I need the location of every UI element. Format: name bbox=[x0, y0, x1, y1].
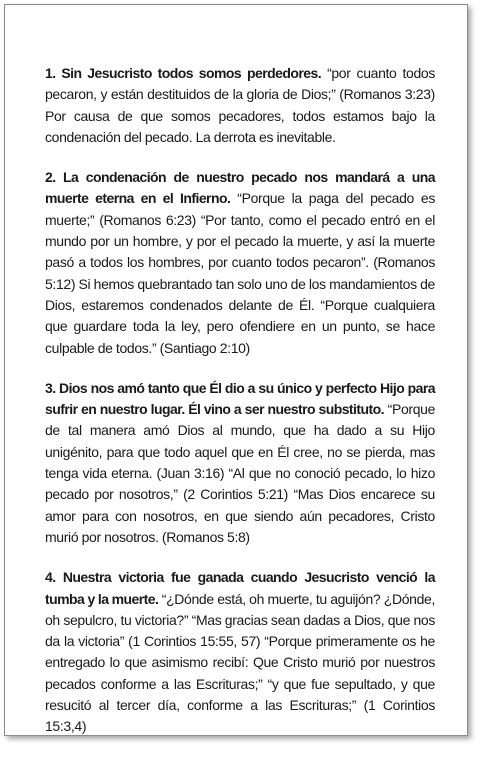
point-2-text: “Porque la paga del pecado es muerte;” (Romanos 6:23) “Por tanto, como el pecado entró en el mundo por un hombre, y por el pecado la muerte, y así la muerte pasó a todos los hombres, por cuanto todos pecaron”. (Romanos 5:12) Si hemos quebrantado tan solo uno de los mandamientos de Dios, estaremos condenados delante de Él. “Porque cualquiera que guardare toda la ley, pero ofendiere en un punto, se hace culpable de todos.” (Santiago 2:10) bbox=[45, 190, 436, 356]
point-3-heading: 3. Dios nos amó tanto que Él dio a su único y perfecto Hijo para sufrir en nuestro lugar. Él vino a ser nuestro substituto. bbox=[45, 379, 435, 418]
tract-content bbox=[45, 63, 435, 757]
point-2 bbox=[45, 167, 435, 359]
point-4-text: “¿Dónde está, oh muerte, tu aguijón? ¿Dónde, oh sepulcro, tu victoria?” “Mas gracias sean dadas a Dios, que nos da la victoria” (1 Corintios 15:55, 57) “Porque primeramente os he entregado lo que asimismo recibí: Que Cristo murió por nuestros pecados conforme a las Escrituras;” “y que fue sepultado, y que resucitó al tercer día, conforme a las Escrituras;” (1 Corintios 15:3,4) bbox=[45, 590, 436, 735]
point-4 bbox=[45, 567, 435, 737]
point-1 bbox=[45, 63, 435, 148]
point-3 bbox=[45, 378, 435, 548]
point-1-text: “por cuanto todos pecaron, y están destituidos de la gloria de Dios;” (Romanos 3:23) Por causa de que somos pecadores, todos estamos bajo la condenación del pecado. La derrota es inevitable. bbox=[45, 65, 435, 145]
tract-page bbox=[4, 4, 468, 736]
point-3-text: “Porque de tal manera amó Dios al mundo, que ha dado a su Hijo unigénito, para que todo aquel que en Él cree, no se pierda, mas tenga vida eterna. (Juan 3:16) “Al que no conoció pecado, lo hizo pecado por nosotros,” (2 Corintios 5:21) “Mas Dios encarece su amor para con nosotros, en que siendo aún pecadores, Cristo murió por nosotros. (Romanos 5:8) bbox=[45, 401, 436, 545]
point-4-heading: 4. Nuestra victoria fue ganada cuando Jesucristo venció la tumba y la muerte. bbox=[45, 569, 435, 607]
point-1-heading: 1. Sin Jesucristo todos somos perdedores. bbox=[45, 65, 322, 81]
point-2-heading: 2. La condenación de nuestro pecado nos mandará a una muerte eterna en el Infierno. bbox=[45, 169, 435, 207]
